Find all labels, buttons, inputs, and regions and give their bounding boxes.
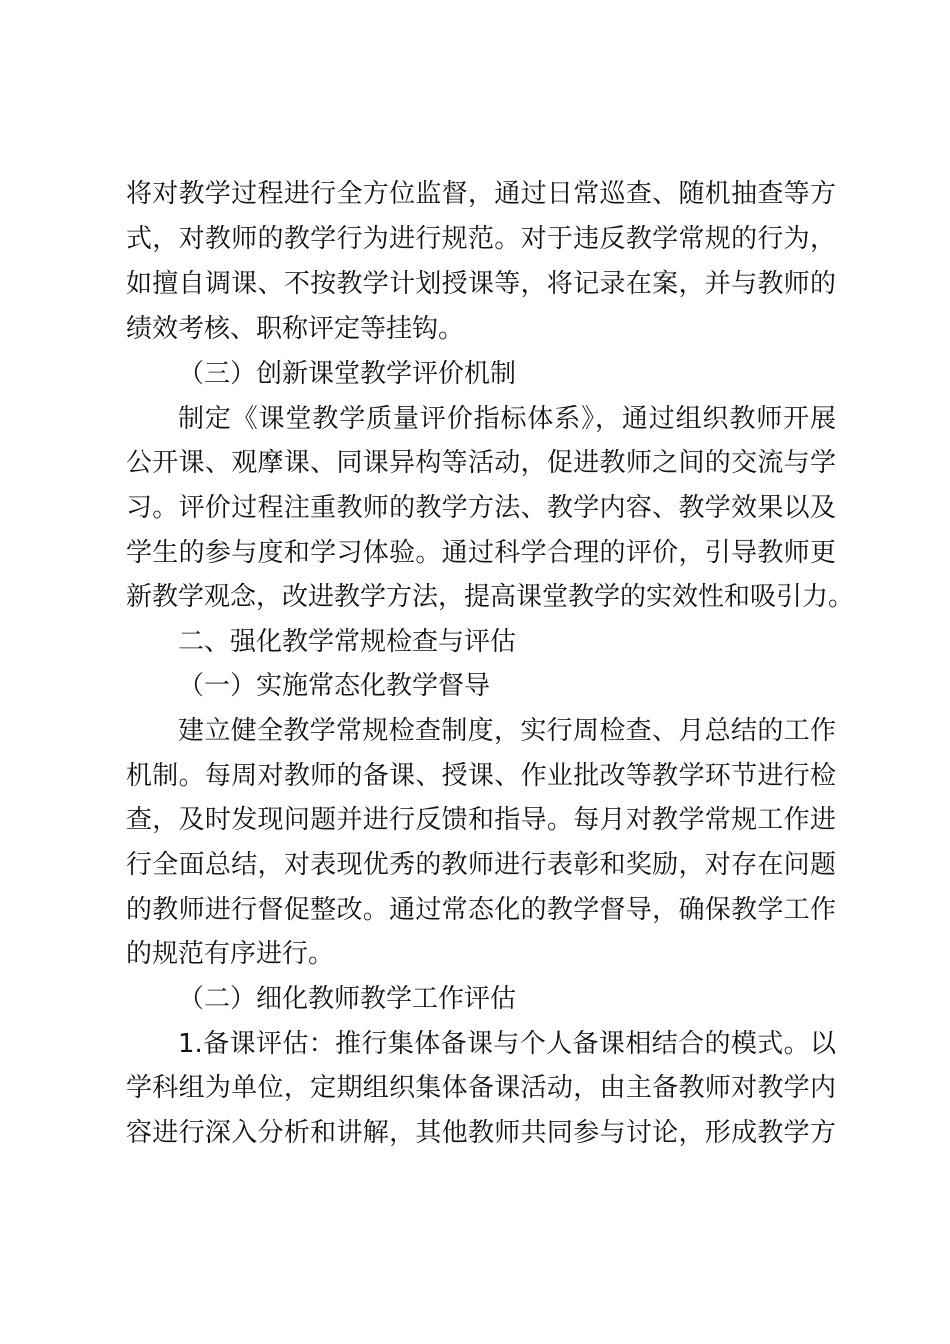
paragraph-line: 1.备课评估：推行集体备课与个人备课相结合的模式。以 xyxy=(178,1029,836,1059)
paragraph-line: 习。评价过程注重教师的教学方法、教学内容、教学效果以及 xyxy=(126,493,836,523)
section-heading: （三）创新课堂教学评价机制 xyxy=(178,359,517,389)
paragraph-line: 行全面总结，对表现优秀的教师进行表彰和奖励，对存在问题 xyxy=(126,850,836,880)
paragraph-line: 学生的参与度和学习体验。通过科学合理的评价，引导教师更 xyxy=(126,538,836,568)
paragraph-line: 容进行深入分析和讲解，其他教师共同参与讨论，形成教学方 xyxy=(126,1118,836,1148)
paragraph-line: 建立健全教学常规检查制度，实行周检查、月总结的工作 xyxy=(178,716,836,746)
paragraph-line: 绩效考核、职称评定等挂钩。 xyxy=(126,314,465,344)
paragraph-line: 学科组为单位，定期组织集体备课活动，由主备教师对教学内 xyxy=(126,1073,836,1103)
paragraph-line: 机制。每周对教师的备课、授课、作业批改等教学环节进行检 xyxy=(126,761,836,791)
paragraph-line: 的规范有序进行。 xyxy=(126,939,335,969)
section-heading: （二）细化教师教学工作评估 xyxy=(178,984,517,1014)
paragraph-line: 的教师进行督促整改。通过常态化的教学督导，确保教学工作 xyxy=(126,895,836,925)
paragraph-line: 如擅自调课、不按教学计划授课等，将记录在案，并与教师的 xyxy=(126,269,836,299)
chapter-heading: 二、强化教学常规检查与评估 xyxy=(178,627,517,657)
section-heading: （一）实施常态化教学督导 xyxy=(178,671,491,701)
paragraph-line: 制定《课堂教学质量评价指标体系》，通过组织教师开展 xyxy=(178,404,836,434)
paragraph-line: 公开课、观摩课、同课异构等活动，促进教师之间的交流与学 xyxy=(126,448,836,478)
paragraph-line: 查，及时发现问题并进行反馈和指导。每月对教学常规工作进 xyxy=(126,805,836,835)
paragraph-line: 式，对教师的教学行为进行规范。对于违反教学常规的行为， xyxy=(126,224,836,254)
paragraph-line: 新教学观念，改进教学方法，提高课堂教学的实效性和吸引力。 xyxy=(126,582,855,612)
paragraph-line: 将对教学过程进行全方位监督，通过日常巡查、随机抽查等方 xyxy=(126,179,836,209)
